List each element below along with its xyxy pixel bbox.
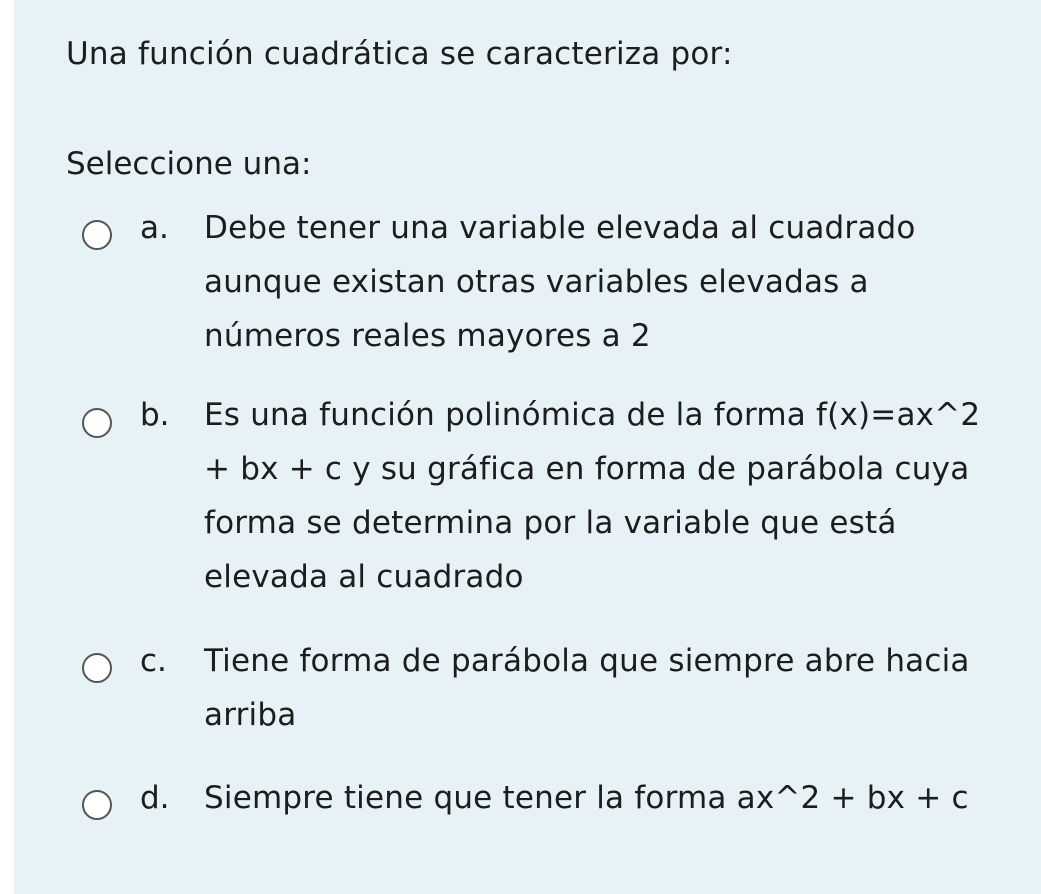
quiz-question-panel [14, 0, 1041, 894]
answer-option-c[interactable] [82, 634, 1012, 744]
select-one-prompt: Seleccione una: [66, 146, 312, 182]
option-letter-d: d. [140, 780, 170, 816]
answer-option-b[interactable] [82, 388, 1012, 608]
option-text-b: Es una función polinómica de la forma f(x)=ax^2 + bx + c y su gráfica en forma de parábola cuya forma se determina por la variable que está elevada al cuadrado [204, 397, 981, 595]
radio-button-b[interactable] [82, 408, 112, 438]
radio-button-d[interactable] [82, 790, 112, 820]
option-letter-a: a. [140, 210, 169, 246]
answer-option-a[interactable] [82, 201, 1012, 371]
radio-button-a[interactable] [82, 220, 112, 250]
option-text-d: Siempre tiene que tener la forma ax^2 + bx + c [204, 780, 969, 816]
answer-option-d[interactable] [82, 771, 1012, 881]
radio-button-c[interactable] [82, 653, 112, 683]
option-text-a: Debe tener una variable elevada al cuadrado aunque existan otras variables elevadas a números reales mayores a 2 [204, 210, 916, 354]
option-text-c: Tiene forma de parábola que siempre abre hacia arriba [204, 643, 970, 733]
question-text: Una función cuadrática se caracteriza por: [66, 36, 733, 72]
option-letter-b: b. [140, 397, 170, 433]
option-letter-c: c. [140, 643, 167, 679]
